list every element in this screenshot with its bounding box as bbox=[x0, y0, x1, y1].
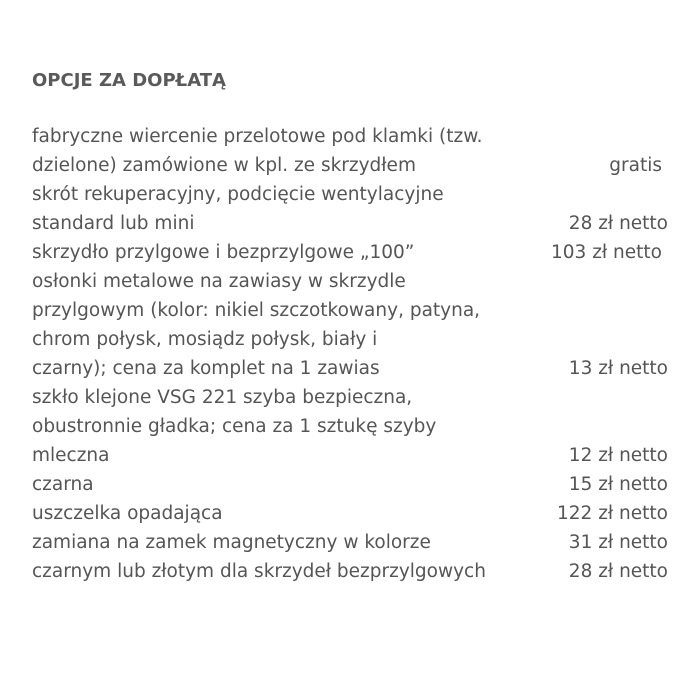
option-price: 15 zł netto bbox=[568, 474, 668, 495]
price-row-glass-frosted bbox=[32, 441, 668, 470]
description-line: czarnym lub złotym dla skrzydeł bezprzylgowych bbox=[32, 561, 486, 582]
description-line: fabryczne wiercenie przelotowe pod klamki (tzw. bbox=[32, 126, 483, 147]
price-row-door-leaf-100 bbox=[32, 238, 668, 267]
option-price: gratis bbox=[609, 155, 662, 176]
description-line: czarny); cena za komplet na 1 zawias bbox=[32, 358, 380, 379]
description-line: zamiana na zamek magnetyczny w kolorze bbox=[32, 532, 431, 553]
description-line: czarna bbox=[32, 474, 94, 495]
option-description bbox=[32, 267, 522, 383]
description-line: osłonki metalowe na zawiasy w skrzydle bbox=[32, 271, 406, 292]
option-description bbox=[32, 441, 522, 470]
option-price: 28 zł netto bbox=[568, 561, 668, 582]
option-price: 31 zł netto bbox=[568, 532, 668, 553]
description-line: chrom połysk, mosiądz połysk, biały i bbox=[32, 329, 378, 350]
option-description bbox=[32, 499, 522, 528]
option-price: 13 zł netto bbox=[568, 358, 668, 379]
price-row-drilling bbox=[32, 122, 668, 180]
option-price: 12 zł netto bbox=[568, 445, 668, 466]
description-line: przylgowym (kolor: nikiel szczotkowany, patyna, bbox=[32, 300, 481, 321]
description-line: standard lub mini bbox=[32, 213, 195, 234]
description-line: skrót rekuperacyjny, podcięcie wentylacyjne bbox=[32, 184, 444, 205]
price-row-hinge-covers bbox=[32, 267, 668, 383]
section-heading: OPCJE ZA DOPŁATĄ bbox=[32, 70, 226, 91]
price-row-drop-seal bbox=[32, 499, 668, 528]
option-price: 122 zł netto bbox=[557, 503, 668, 524]
price-list bbox=[32, 122, 668, 586]
description-line: uszczelka opadająca bbox=[32, 503, 223, 524]
option-price: 28 zł netto bbox=[568, 213, 668, 234]
price-row-laminated-glass bbox=[32, 383, 668, 441]
option-price: 103 zł netto bbox=[551, 242, 662, 263]
price-row-glass-black bbox=[32, 470, 668, 499]
description-line: szkło klejone VSG 221 szyba bezpieczna, bbox=[32, 387, 413, 408]
price-row-magnetic-lock bbox=[32, 528, 668, 557]
option-description bbox=[32, 122, 522, 180]
description-line: obustronnie gładka; cena za 1 sztukę szyby bbox=[32, 416, 437, 437]
price-row-magnetic-lock-color bbox=[32, 557, 668, 586]
description-line: skrzydło przylgowe i bezprzylgowe „100” bbox=[32, 242, 415, 263]
price-row-recuperation-cut bbox=[32, 180, 668, 238]
option-description bbox=[32, 180, 522, 238]
option-description bbox=[32, 383, 522, 441]
option-description bbox=[32, 470, 522, 499]
option-description bbox=[32, 528, 522, 557]
option-description bbox=[32, 238, 522, 267]
option-description bbox=[32, 557, 522, 586]
description-line: dzielone) zamówione w kpl. ze skrzydłem bbox=[32, 155, 416, 176]
description-line: mleczna bbox=[32, 445, 110, 466]
